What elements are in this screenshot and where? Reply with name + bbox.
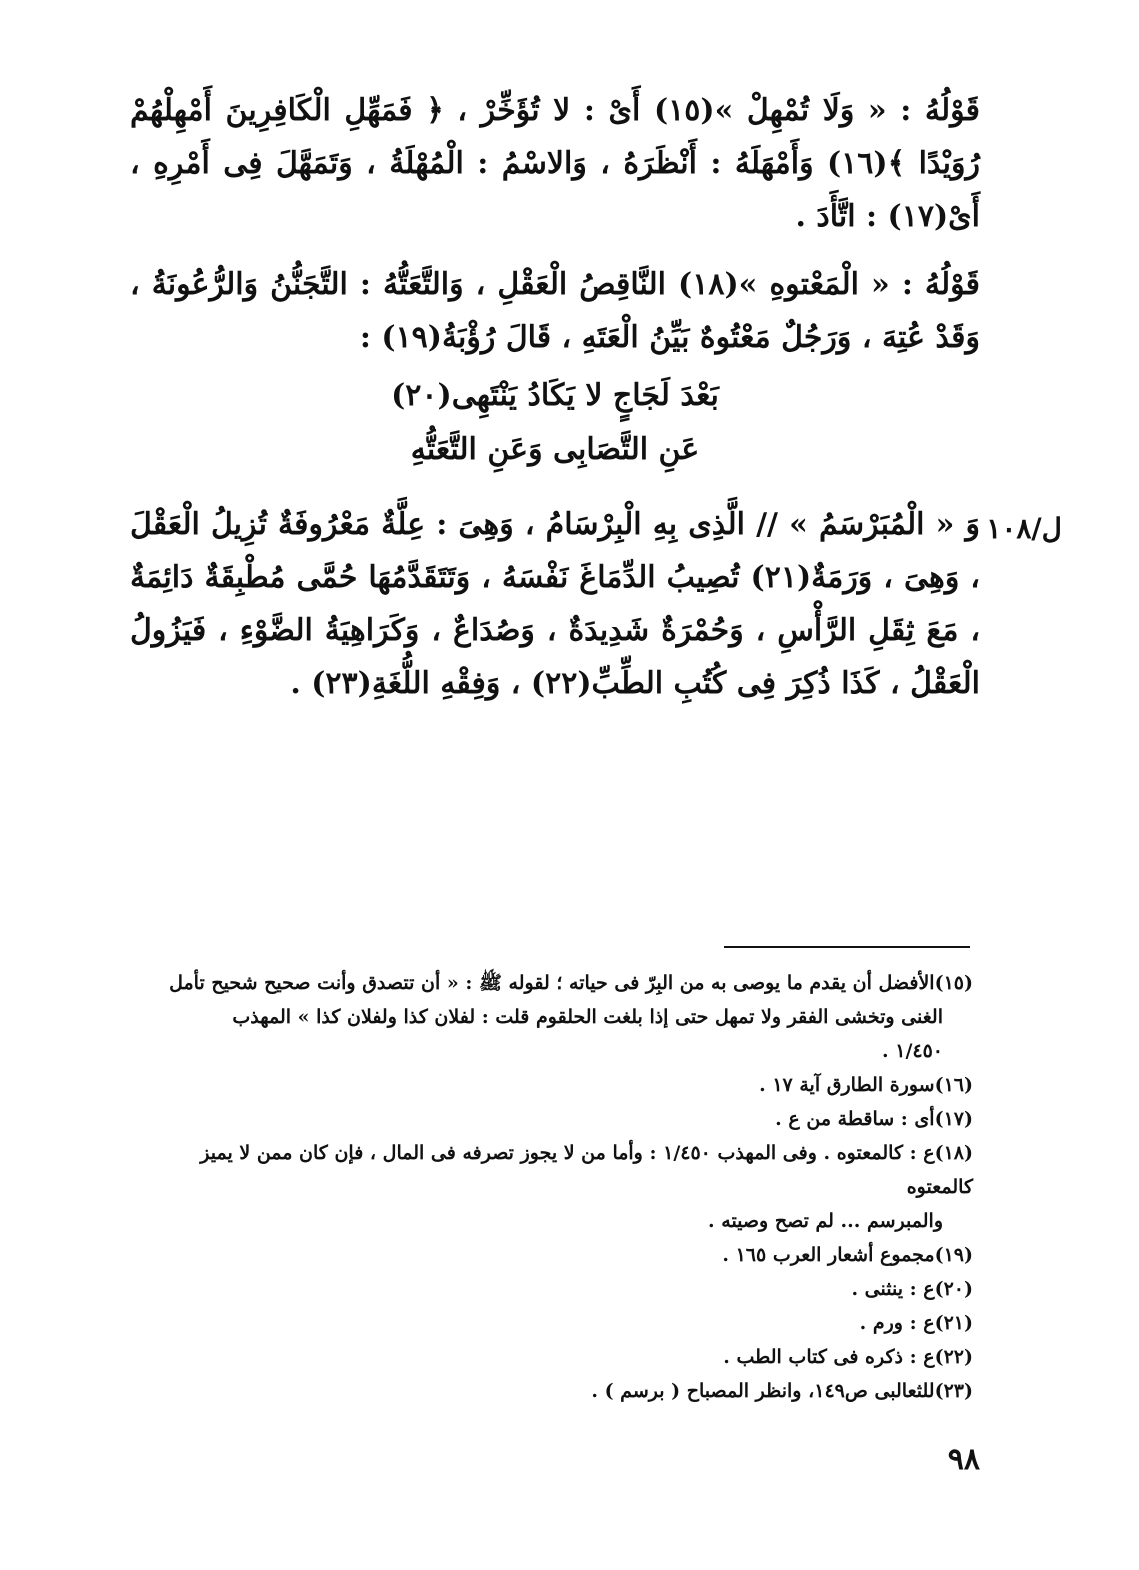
page-number: ٩٨	[947, 1442, 980, 1477]
footnote-18	[135, 1136, 973, 1238]
footnote-number: (٢٢)	[934, 1346, 973, 1368]
footnote-text: ع : ذكره فى كتاب الطب .	[723, 1346, 935, 1368]
footnote-16	[135, 1068, 973, 1102]
footnote-17	[135, 1102, 973, 1136]
footnote-text: للثعالبى ص١٤٩، وانظر المصباح ( برسم ) .	[591, 1380, 935, 1402]
footnote-text: سورة الطارق آية ١٧ .	[759, 1074, 935, 1096]
verse-line-1: بَعْدَ لَجَاجٍ لا يَكَادُ يَنْتَهِى(٢٠)	[391, 378, 719, 413]
footnote-23	[135, 1374, 973, 1408]
footnote-number: (١٦)	[934, 1074, 973, 1096]
verse-line-2: عَنِ التَّصَابِى وَعَنِ التَّعَتُّهِ	[410, 432, 700, 467]
manuscript-folio-reference: ل/١٠٨	[986, 512, 1062, 545]
footnote-15	[135, 966, 973, 1068]
footnote-number: (١٥)	[934, 972, 973, 994]
footnote-number: (١٨)	[934, 1142, 973, 1164]
footnotes-list	[135, 966, 973, 1408]
footnote-21	[135, 1306, 973, 1340]
footnote-text: ع : كالمعتوه . وفى المهذب ١/٤٥٠ : وأما من لا يجوز تصرفه فى المال ، فإن كان ممن لا يميز كالمعتوه	[200, 1142, 973, 1198]
footnote-text-continued: الغنى وتخشى الفقر ولا تمهل حتى إذا بلغت الحلقوم قلت : لفلان كذا ولفلان كذا » المهذب	[232, 1006, 943, 1028]
paragraph-mubarsam: وَ « الْمُبَرْسَمُ » // الَّذِى بِهِ الْبِرْسَامُ ، وَهِىَ : عِلَّةٌ مَعْرُوفَةٌ تُزِيلُ الْعَقْلَ ، وَهِىَ ، وَرَمَةٌ(٢١) تُصِيبُ الدِّمَاغَ نَفْسَهُ ، وَتَتَقَدَّمُهَا حُمَّى مُطْبِقَةٌ دَائِمَةٌ ، مَعَ ثِقَلِ الرَّأْسِ ، وَحُمْرَةٌ شَدِيدَةٌ ، وَصُدَاعٌ ، وَكَرَاهِيَةُ الضَّوْءِ ، فَيَزُولُ الْعَقْلُ ، كَذَا ذُكِرَ فِى كُتُبِ الطِّبِّ(٢٢) ، وَفِقْهِ اللُّغَةِ(٢٣) .	[130, 507, 980, 701]
footnote-separator	[724, 946, 970, 948]
footnote-number: (٢٣)	[934, 1380, 973, 1402]
footnote-number: (١٧)	[934, 1108, 973, 1130]
footnote-22	[135, 1340, 973, 1374]
footnote-number: (١٩)	[934, 1244, 973, 1266]
paragraph-maatuh: قَوْلُهُ : « الْمَعْتوهِ »(١٨) النَّاقِصُ الْعَقْلِ ، وَالتَّعَتُّهُ : التَّجَنُّنُ وَالرُّعُونَةُ ، وَقَدْ عُتِهَ ، وَرَجُلٌ مَعْتُوهٌ بَيِّنُ الْعَتَهِ ، قَالَ رُؤْبَةُ(١٩) :	[130, 267, 980, 355]
footnote-text: الأفضل أن يقدم ما يوصى به من البِرّ فى حياته ؛ لقوله ﷺ : « أن تتصدق وأنت صحيح شحيح تأمل	[169, 972, 935, 994]
footnote-20	[135, 1272, 973, 1306]
footnote-text: مجموع أشعار العرب ١٦٥ .	[722, 1244, 935, 1266]
footnote-number: (٢٠)	[934, 1278, 973, 1300]
paragraph-tumhil: قَوْلُهُ : « وَلَا تُمْهِلْ »(١٥) أَىْ : لا تُؤَخِّرْ ، ﴿ فَمَهِّلِ الْكَافِرِينَ أَمْهِلْهُمْ رُوَيْدًا ﴾(١٦) وَأَمْهَلَهُ : أَنْظَرَهُ ، وَالاسْمُ : الْمُهْلَةُ ، وَتَمَهَّلَ فِى أَمْرِهِ ، أَىْ(١٧) : اتَّأَدَ .	[130, 93, 981, 234]
footnote-number: (٢١)	[934, 1312, 973, 1334]
footnote-19	[135, 1238, 973, 1272]
footnote-text-continued: والمبرسم ... لم تصح وصيته .	[708, 1210, 943, 1232]
footnote-text: ع : ينثنى .	[851, 1278, 935, 1300]
footnote-text: ع : ورم .	[859, 1312, 935, 1334]
footnote-text-continued: ١/٤٥٠ .	[882, 1040, 943, 1062]
footnote-text: أى : ساقطة من ع .	[775, 1108, 935, 1130]
